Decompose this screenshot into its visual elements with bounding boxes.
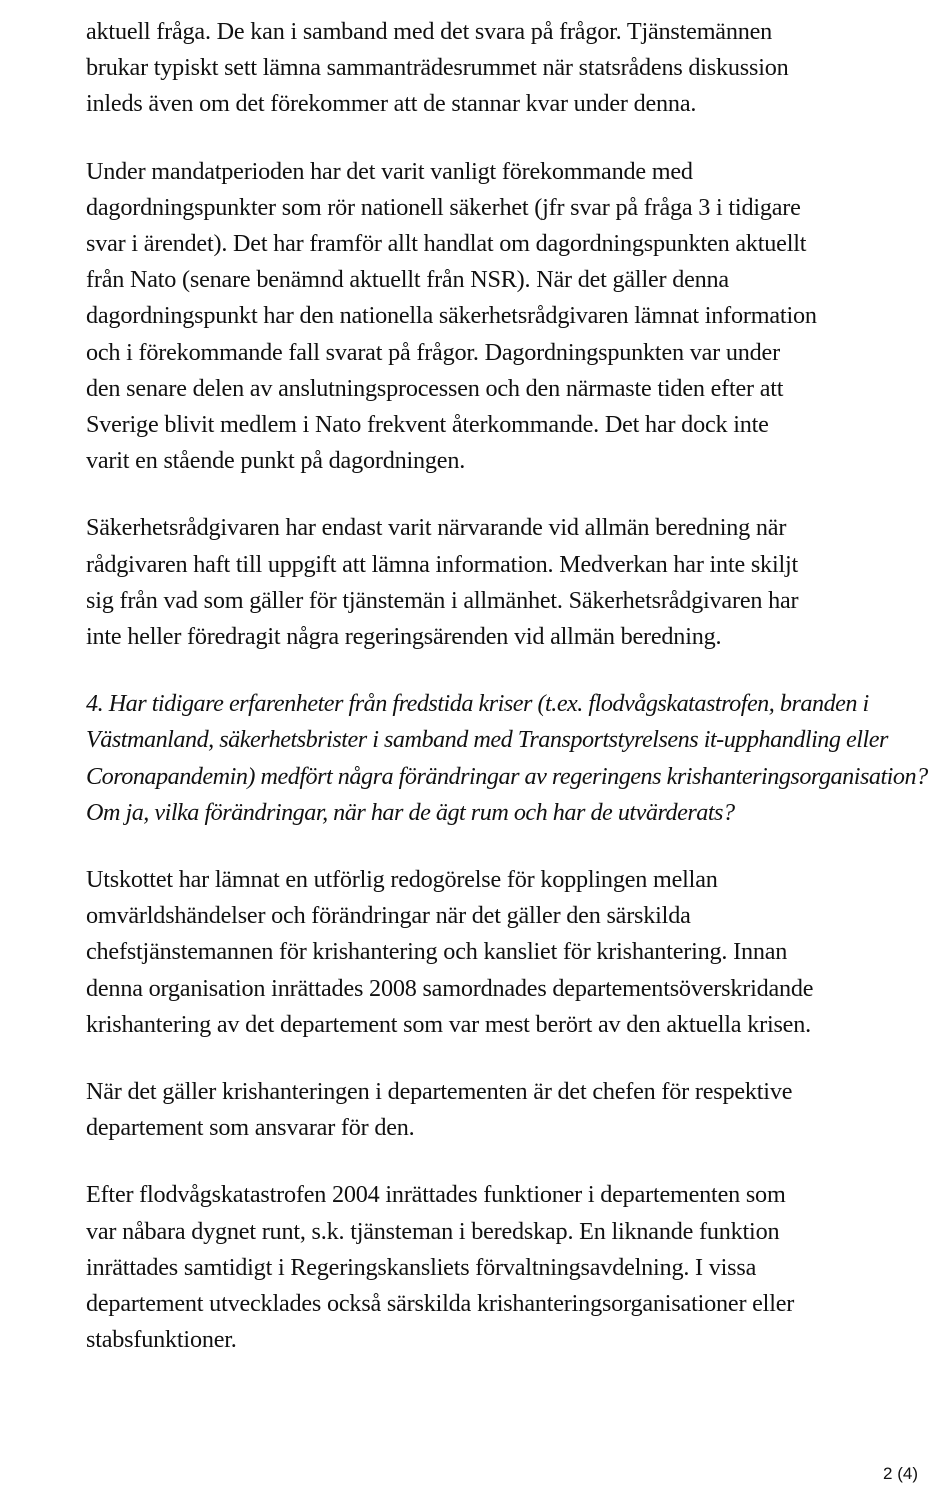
text-line: Sverige blivit medlem i Nato frekvent återkommande. Det har dock inte bbox=[86, 411, 769, 439]
paragraph-department-responsibility bbox=[86, 1074, 926, 1146]
text-line: Om ja, vilka förändringar, när har de ägt rum och har de utvärderats? bbox=[86, 798, 735, 826]
text-line: 4. Har tidigare erfarenheter från fredstida kriser (t.ex. flodvågskatastrofen, branden i bbox=[86, 690, 869, 718]
page-number: 2 (4) bbox=[883, 1464, 918, 1483]
text-line: den senare delen av anslutningsprocessen och den närmaste tiden efter att bbox=[86, 374, 784, 402]
text-line: varit en stående punkt på dagordningen. bbox=[86, 447, 466, 475]
text-line: omvärldshändelser och förändringar när det gäller den särskilda bbox=[86, 902, 691, 930]
text-line: rådgivaren haft till uppgift att lämna information. Medverkan har inte skiljt bbox=[86, 550, 799, 578]
text-line: och i förekommande fall svarat på frågor. Dagordningspunkten var under bbox=[86, 338, 780, 366]
text-line: departement som ansvarar för den. bbox=[86, 1114, 415, 1142]
text-line: När det gäller krishanteringen i departementen är det chefen för respektive bbox=[86, 1078, 793, 1106]
text-line: Säkerhetsrådgivaren har endast varit närvarande vid allmän beredning när bbox=[86, 514, 787, 542]
paragraph-spacer bbox=[86, 831, 926, 862]
text-line: aktuell fråga. De kan i samband med det svara på frågor. Tjänstemännen bbox=[86, 18, 773, 45]
text-line: inrättades samtidigt i Regeringskansliets förvaltningsavdelning. I vissa bbox=[86, 1253, 757, 1281]
text-line: dagordningspunkt har den nationella säkerhetsrådgivaren lämnat information bbox=[86, 302, 817, 330]
text-line: från Nato (senare benämnd aktuellt från NSR). När det gäller denna bbox=[86, 266, 729, 294]
text-line: krishantering av det departement som var mest berört av den aktuella krisen. bbox=[86, 1010, 811, 1038]
text-line: Utskottet har lämnat en utförlig redogörelse för kopplingen mellan bbox=[86, 866, 718, 894]
text-line: Under mandatperioden har det varit vanligt förekommande med bbox=[86, 157, 693, 185]
text-line: brukar typiskt sett lämna sammanträdesrummet när statsrådens diskussion bbox=[86, 54, 789, 82]
paragraph-spacer bbox=[86, 1043, 926, 1074]
question-4 bbox=[86, 686, 926, 831]
paragraph-mandate-period bbox=[86, 154, 926, 480]
text-line: sig från vad som gäller för tjänstemän i allmänhet. Säkerhetsrådgivaren har bbox=[86, 586, 799, 614]
text-line: departement utvecklades också särskilda krishanteringsorganisationer eller bbox=[86, 1290, 795, 1318]
text-line: Västmanland, säkerhetsbrister i samband med Transportstyrelsens it-upphandling eller bbox=[86, 726, 888, 754]
text-line: Coronapandemin) medfört några förändringar av regeringens krishanteringsorganisation? bbox=[86, 762, 928, 790]
text-line: inte heller föredragit några regeringsärenden vid allmän beredning. bbox=[86, 623, 722, 651]
document-page bbox=[86, 14, 926, 1359]
paragraph-committee-account bbox=[86, 862, 926, 1043]
text-line: Efter flodvågskatastrofen 2004 inrättades funktioner i departementen som bbox=[86, 1181, 786, 1209]
text-line: inleds även om det förekommer att de stannar kvar under denna. bbox=[86, 90, 697, 118]
paragraph-spacer bbox=[86, 123, 926, 154]
text-line: var nåbara dygnet runt, s.k. tjänsteman i beredskap. En liknande funktion bbox=[86, 1217, 780, 1245]
text-line: dagordningspunkter som rör nationell säkerhet (jfr svar på fråga 3 i tidigare bbox=[86, 193, 801, 221]
paragraph-security-advisor bbox=[86, 510, 926, 655]
paragraph-intro-continuation bbox=[86, 14, 926, 123]
text-line: svar i ärendet). Det har framför allt handlat om dagordningspunkten aktuellt bbox=[86, 230, 807, 258]
text-line: stabsfunktioner. bbox=[86, 1326, 237, 1354]
paragraph-spacer bbox=[86, 655, 926, 686]
paragraph-spacer bbox=[86, 479, 926, 510]
text-line: denna organisation inrättades 2008 samordnades departementsöverskridande bbox=[86, 974, 814, 1002]
paragraph-after-tsunami bbox=[86, 1177, 926, 1358]
paragraph-spacer bbox=[86, 1146, 926, 1177]
text-line: chefstjänstemannen för krishantering och kansliet för krishantering. Innan bbox=[86, 938, 788, 966]
